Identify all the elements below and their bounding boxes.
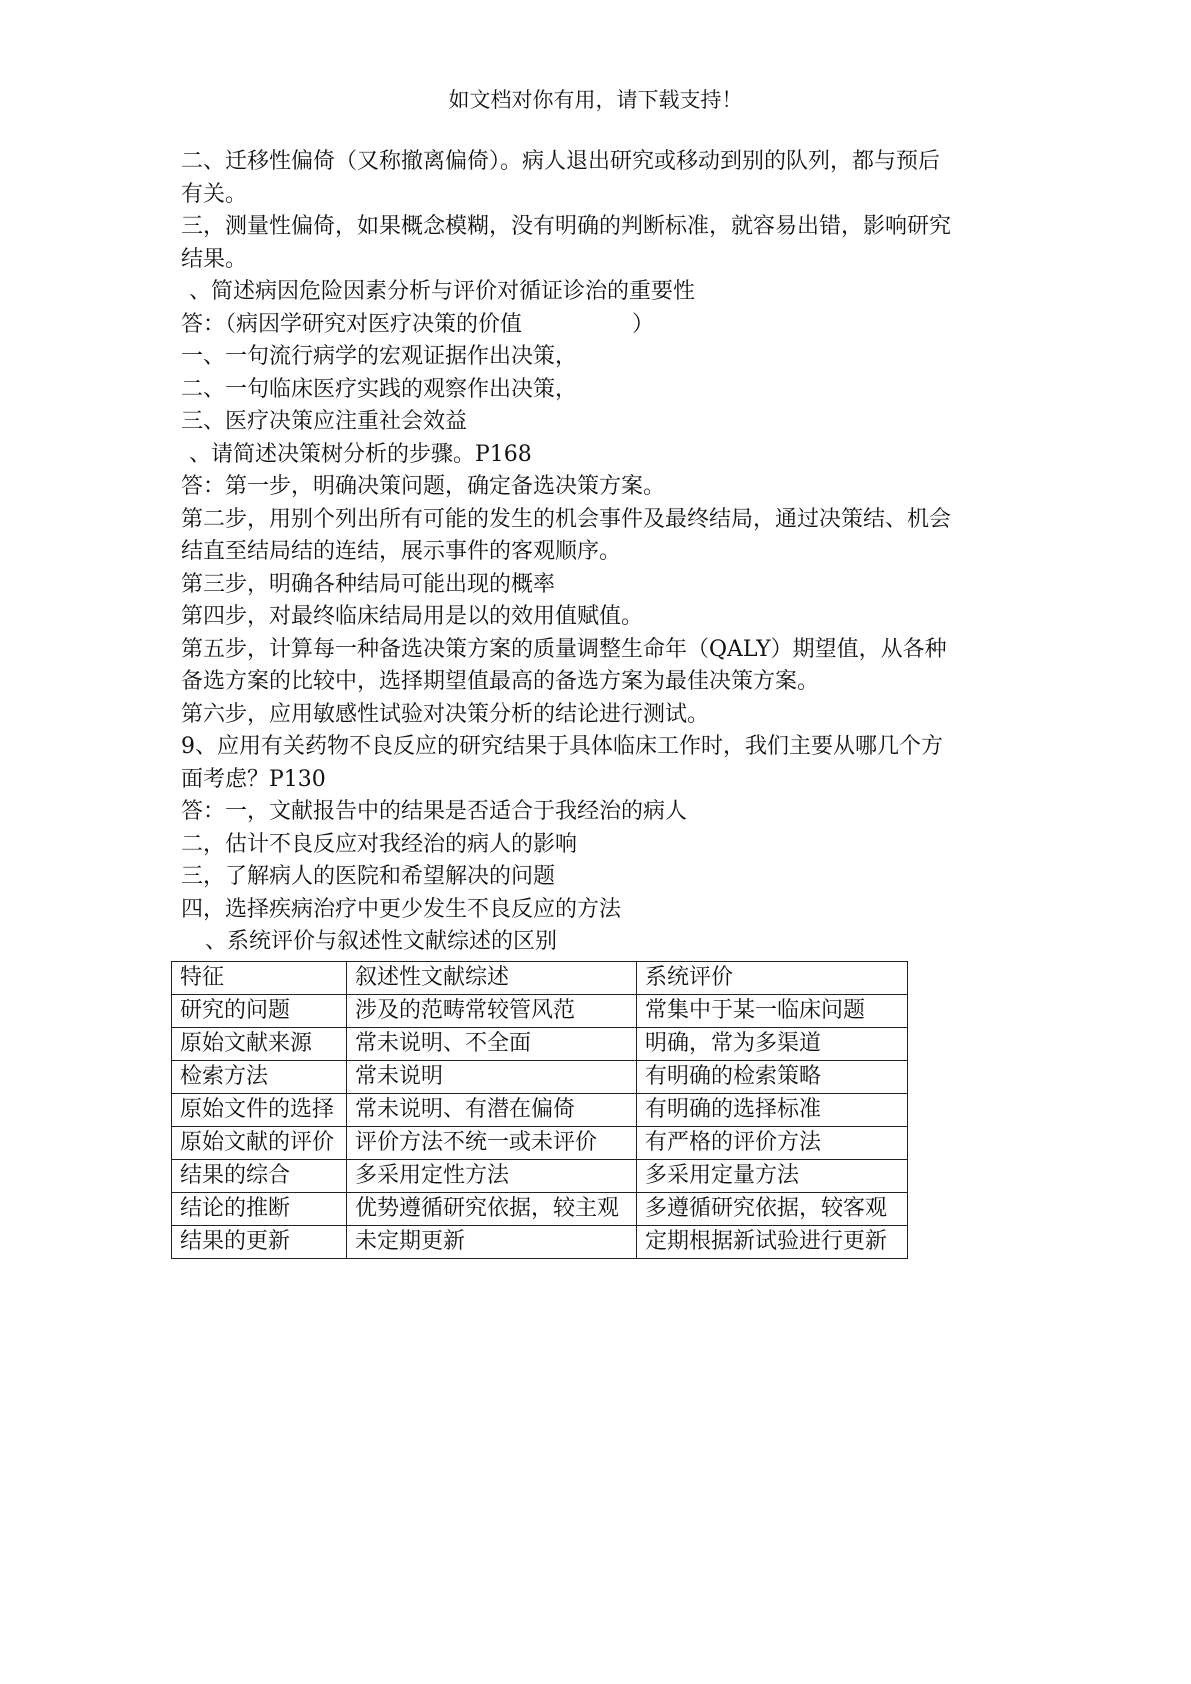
text-line: 结直至结局结的连结，展示事件的客观顺序。 bbox=[181, 539, 622, 564]
text-line: 二，估计不良反应对我经治的病人的影响 bbox=[181, 831, 578, 857]
table-cell: 评价方法不统一或未评价 bbox=[347, 1126, 637, 1159]
page-header: 如文档对你有用，请下载支持！ bbox=[448, 88, 743, 112]
table-cell: 多采用定性方法 bbox=[347, 1159, 637, 1192]
table-header-cell: 特征 bbox=[172, 961, 347, 994]
table-row bbox=[172, 1159, 908, 1192]
text-line: 三、医疗决策应注重社会效益 bbox=[181, 409, 468, 434]
text-line: 三，了解病人的医院和希望解决的问题 bbox=[181, 864, 556, 889]
table-cell: 优势遵循研究依据，较主观 bbox=[347, 1192, 637, 1225]
text-line: 二、一句临床医疗实践的观察作出决策， bbox=[181, 376, 578, 402]
table-cell: 常未说明、不全面 bbox=[347, 1027, 637, 1060]
table-cell: 结论的推断 bbox=[172, 1192, 347, 1225]
table-cell: 研究的问题 bbox=[172, 994, 347, 1027]
table-header-row bbox=[172, 961, 908, 994]
table-cell: 未定期更新 bbox=[347, 1225, 637, 1258]
table-cell: 有明确的检索策略 bbox=[637, 1060, 908, 1093]
table-cell: 有明确的选择标准 bbox=[637, 1093, 908, 1126]
table-header-cell: 叙述性文献综述 bbox=[347, 961, 637, 994]
table-cell: 常未说明、有潜在偏倚 bbox=[347, 1093, 637, 1126]
table-cell: 有严格的评价方法 bbox=[637, 1126, 908, 1159]
text-line: 答：第一步，明确决策问题，确定备选决策方案。 bbox=[181, 474, 666, 499]
table-cell: 多遵循研究依据，较客观 bbox=[637, 1192, 908, 1225]
table-row bbox=[172, 994, 908, 1027]
question-heading: 、请简述决策树分析的步骤。P168 bbox=[189, 441, 532, 467]
table-cell: 明确，常为多渠道 bbox=[637, 1027, 908, 1060]
table-cell: 结果的综合 bbox=[172, 1159, 347, 1192]
table-cell: 多采用定量方法 bbox=[637, 1159, 908, 1192]
text-line: 有关。 bbox=[181, 181, 248, 207]
text-line: 一、一句流行病学的宏观证据作出决策， bbox=[181, 344, 578, 369]
table-row bbox=[172, 1225, 908, 1258]
text-line: 第五步，计算每一种备选决策方案的质量调整生命年（QALY）期望值，从各种 bbox=[181, 636, 947, 662]
table-row bbox=[172, 1192, 908, 1225]
table-cell: 原始文件的选择 bbox=[172, 1093, 347, 1126]
table-row bbox=[172, 1060, 908, 1093]
table-cell: 检索方法 bbox=[172, 1060, 347, 1093]
table-header-cell: 系统评价 bbox=[637, 961, 908, 994]
comparison-table bbox=[171, 961, 908, 1259]
text-line: 结果。 bbox=[181, 246, 248, 272]
table-cell: 涉及的范畴常较管风范 bbox=[347, 994, 637, 1027]
table-cell: 结果的更新 bbox=[172, 1225, 347, 1258]
text-line: 答：（病因学研究对医疗决策的价值 ） bbox=[181, 311, 655, 337]
table-cell: 原始文献的评价 bbox=[172, 1126, 347, 1159]
text-line: 备选方案的比较中，选择期望值最高的备选方案为最佳决策方案。 bbox=[181, 669, 820, 694]
text-line: 第四步，对最终临床结局用是以的效用值赋值。 bbox=[181, 604, 644, 629]
text-line: 三，测量性偏倚，如果概念模糊，没有明确的判断标准，就容易出错，影响研究 bbox=[181, 214, 952, 239]
text-line: 四，选择疾病治疗中更少发生不良反应的方法 bbox=[181, 896, 622, 922]
table-cell: 定期根据新试验进行更新 bbox=[637, 1225, 908, 1258]
text-line: 第六步，应用敏感性试验对决策分析的结论进行测试。 bbox=[181, 701, 710, 727]
table-row bbox=[172, 1027, 908, 1060]
table-row bbox=[172, 1126, 908, 1159]
text-line: 二、迁移性偏倚（又称撤离偏倚）。病人退出研究或移动到别的队列，都与预后 bbox=[181, 149, 941, 174]
question-heading: 、简述病因危险因素分析与评价对循证诊治的重要性 bbox=[189, 279, 696, 304]
text-line: 第三步，明确各种结局可能出现的概率 bbox=[181, 571, 556, 597]
table-row bbox=[172, 1093, 908, 1126]
table-cell: 常集中于某一临床问题 bbox=[637, 994, 908, 1027]
text-line: 面考虑？P130 bbox=[181, 766, 326, 792]
table-cell: 原始文献来源 bbox=[172, 1027, 347, 1060]
text-line: 第二步，用别个列出所有可能的发生的机会事件及最终结局，通过决策结、机会 bbox=[181, 506, 952, 532]
table-cell: 常未说明 bbox=[347, 1060, 637, 1093]
question-heading: 9、应用有关药物不良反应的研究结果于具体临床工作时，我们主要从哪几个方 bbox=[181, 734, 943, 759]
text-line: 答：一，文献报告中的结果是否适合于我经治的病人 bbox=[181, 799, 688, 824]
question-heading: 、系统评价与叙述性文献综述的区别 bbox=[205, 929, 558, 954]
document-body bbox=[181, 146, 1021, 1259]
